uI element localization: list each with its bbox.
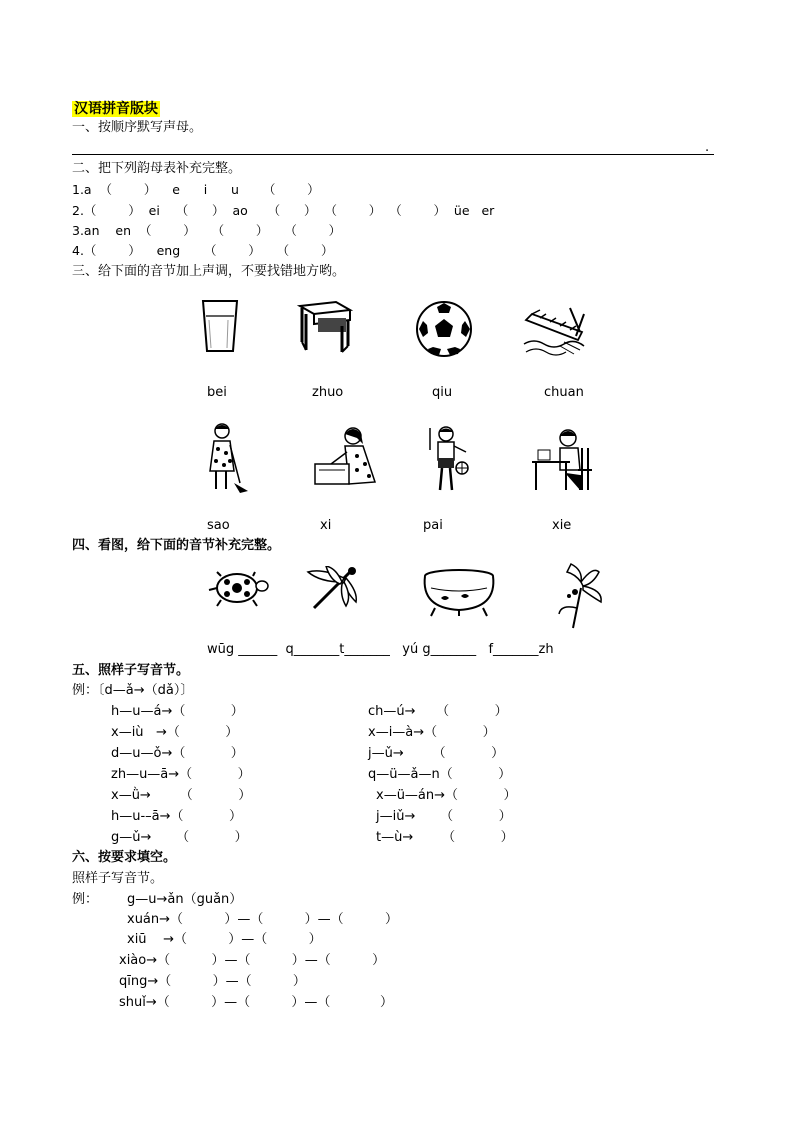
q6-row-5: shuǐ→（ ）—（ ）—（ ） — [119, 995, 393, 1010]
q2-row-4: 4.（ ） eng （ ） （ ） — [72, 243, 334, 258]
glass-icon — [200, 298, 240, 354]
q3-label-5: sao — [207, 518, 230, 533]
q5-left-3: d—u—ǒ→（ ） — [111, 746, 244, 761]
q5-right-7: t—ù→ （ ） — [376, 830, 514, 845]
q3-label-1: bei — [207, 385, 227, 400]
q3-label-6: xi — [320, 518, 332, 533]
q2-row-1: 1.a （ ） e i u （ ） — [72, 182, 320, 197]
q6-row-4: qīng→（ ）—（ ） — [119, 974, 306, 989]
q6-subheading: 照样子写音节。 — [72, 871, 164, 886]
q6-example-label: 例： — [72, 892, 99, 907]
q3-label-7: pai — [423, 518, 443, 533]
boy-writing-icon — [530, 426, 596, 494]
q4-fill-line: wūg ______ q_______t_______ yú g_______ f_______zh — [207, 642, 554, 657]
flower-icon — [553, 560, 609, 630]
q5-right-3: j—ǔ→ （ ） — [368, 746, 505, 761]
q2-row-3: 3.an en （ ） （ ） （ ） — [72, 223, 342, 238]
q1-answer-line — [72, 154, 714, 155]
q2-heading: 二、把下列韵母表补充完整。 — [72, 161, 242, 176]
q3-heading: 三、给下面的音节加上声调，不要找错地方哟。 — [72, 264, 346, 279]
boy-bouncing-ball-icon — [428, 424, 474, 494]
soccer-ball-icon — [415, 299, 473, 359]
q6-heading: 六、按要求填空。 — [72, 850, 177, 865]
q2-row-2: 2.（ ） ei （ ） ao （ ） （ ） （ ） üe er — [72, 203, 495, 218]
q3-label-2: zhuo — [312, 385, 344, 400]
q5-heading: 五、照样子写音节。 — [72, 663, 190, 678]
q3-label-4: chuan — [544, 385, 584, 400]
q5-left-6: h—u-–ā→（ ） — [111, 809, 242, 824]
q1-end-dot: . — [705, 140, 710, 155]
q5-right-5: x—ü—án→（ ） — [376, 788, 517, 803]
section-title: 汉语拼音版块 — [74, 101, 158, 117]
desk-icon — [296, 298, 354, 358]
girl-washing-icon — [313, 424, 379, 492]
q6-row-2: xiū →（ ）—（ ） — [127, 932, 322, 947]
q5-right-6: j—iǔ→ （ ） — [376, 809, 512, 824]
q6-row-1: xuán→（ ）—（ ）—（ ） — [127, 912, 399, 927]
turtle-icon — [207, 570, 269, 608]
q5-right-4: q—ü—ǎ—n（ ） — [368, 767, 512, 782]
q6-example: g—u→ǎn（guǎn） — [127, 892, 243, 907]
q5-right-1: ch—ú→ （ ） — [368, 704, 508, 719]
q5-example: 例：〔d—ǎ→（dǎ）〕 — [72, 683, 194, 698]
q5-left-1: h—u—á→（ ） — [111, 704, 244, 719]
q4-heading: 四、看图，给下面的音节补充完整。 — [72, 538, 281, 553]
q3-label-8: xie — [552, 518, 572, 533]
q1-heading: 一、按顺序默写声母。 — [72, 120, 203, 135]
q5-left-7: g—ǔ→ （ ） — [111, 830, 248, 845]
q5-left-2: x—iù →（ ） — [111, 725, 239, 740]
boat-icon — [520, 302, 592, 360]
q3-label-3: qiu — [432, 385, 453, 400]
fishbowl-icon — [417, 568, 501, 618]
q6-row-3: xiào→（ ）—（ ）—（ ） — [119, 953, 386, 968]
q5-left-4: zh—u—ā→（ ） — [111, 767, 251, 782]
q5-right-2: x—i—à→（ ） — [368, 725, 496, 740]
q5-left-5: x—ǜ→ （ ） — [111, 788, 252, 803]
dragonfly-icon — [302, 566, 360, 614]
girl-sweeping-icon — [204, 421, 250, 495]
